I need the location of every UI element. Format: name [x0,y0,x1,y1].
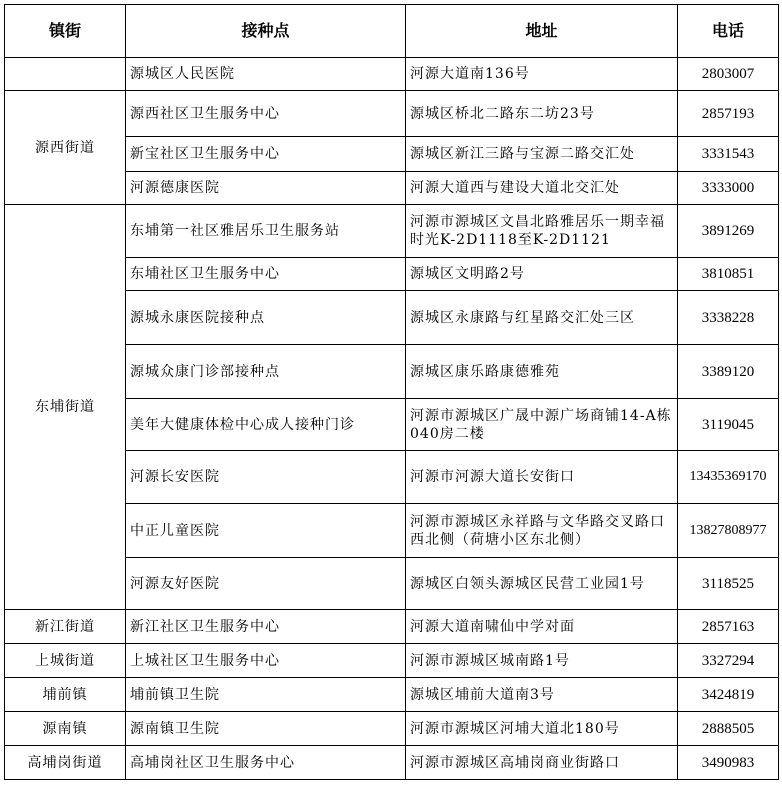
address-cell: 源城区文明路2号 [406,258,678,291]
town-cell: 上城街道 [5,644,126,678]
header-address: 地址 [406,5,678,58]
table-row [5,746,779,780]
header-site: 接种点 [126,5,406,58]
site-cell: 中正儿童医院 [126,504,406,558]
address-cell: 河源市源城区广晟中源广场商铺14-A栋040房二楼 [406,399,678,451]
phone-cell: 3327294 [678,644,779,678]
site-cell: 河源友好医院 [126,558,406,610]
address-cell: 河源市源城区河埔大道北180号 [406,712,678,746]
phone-cell: 3891269 [678,205,779,258]
table-row [5,678,779,712]
site-cell: 河源德康医院 [126,172,406,205]
address-cell: 河源市源城区高埔岗商业街路口 [406,746,678,780]
phone-cell: 3389120 [678,345,779,399]
site-cell: 河源长安医院 [126,451,406,504]
site-cell: 新江社区卫生服务中心 [126,610,406,644]
site-cell: 新宝社区卫生服务中心 [126,137,406,172]
site-cell: 上城社区卫生服务中心 [126,644,406,678]
table-body [5,58,779,780]
site-cell: 源城区人民医院 [126,58,406,91]
table-row [5,58,779,91]
town-cell: 埔前镇 [5,678,126,712]
site-cell: 东埔社区卫生服务中心 [126,258,406,291]
town-cell: 源南镇 [5,712,126,746]
table-row [5,712,779,746]
town-cell [5,58,126,91]
phone-cell: 2857163 [678,610,779,644]
address-cell: 河源大道南136号 [406,58,678,91]
address-cell: 源城区康乐路康德雅苑 [406,345,678,399]
site-cell: 源南镇卫生院 [126,712,406,746]
town-cell: 东埔街道 [5,205,126,610]
phone-cell: 3338228 [678,291,779,345]
vaccination-sites-table [4,4,779,780]
table-row [5,205,779,258]
header-row [5,5,779,58]
site-cell: 东埔第一社区雅居乐卫生服务站 [126,205,406,258]
site-cell: 源城众康门诊部接种点 [126,345,406,399]
table-row [5,610,779,644]
town-cell: 高埔岗街道 [5,746,126,780]
phone-cell: 3490983 [678,746,779,780]
address-cell: 源城区永康路与红星路交汇处三区 [406,291,678,345]
phone-cell: 3119045 [678,399,779,451]
town-cell: 新江街道 [5,610,126,644]
phone-cell: 3331543 [678,137,779,172]
site-cell: 源西社区卫生服务中心 [126,91,406,137]
site-cell: 埔前镇卫生院 [126,678,406,712]
site-cell: 高埔岗社区卫生服务中心 [126,746,406,780]
address-cell: 河源市源城区文昌北路雅居乐一期幸福时光K-2D1118至K-2D1121 [406,205,678,258]
town-cell: 源西街道 [5,91,126,205]
phone-cell: 2888505 [678,712,779,746]
phone-cell: 3333000 [678,172,779,205]
phone-cell: 2803007 [678,58,779,91]
address-cell: 河源市源城区城南路1号 [406,644,678,678]
phone-cell: 3810851 [678,258,779,291]
address-cell: 源城区埔前大道南3号 [406,678,678,712]
phone-cell: 13827808977 [678,504,779,558]
address-cell: 河源大道南啸仙中学对面 [406,610,678,644]
phone-cell: 3424819 [678,678,779,712]
phone-cell: 3118525 [678,558,779,610]
address-cell: 河源大道西与建设大道北交汇处 [406,172,678,205]
site-cell: 美年大健康体检中心成人接种门诊 [126,399,406,451]
phone-cell: 2857193 [678,91,779,137]
address-cell: 源城区白领头源城区民营工业园1号 [406,558,678,610]
header-phone: 电话 [678,5,779,58]
phone-cell: 13435369170 [678,451,779,504]
address-cell: 源城区桥北二路东二坊23号 [406,91,678,137]
site-cell: 源城永康医院接种点 [126,291,406,345]
address-cell: 源城区新江三路与宝源二路交汇处 [406,137,678,172]
table-row [5,91,779,137]
address-cell: 河源市河源大道长安街口 [406,451,678,504]
address-cell: 河源市源城区永祥路与文华路交叉路口西北侧（荷塘小区东北侧） [406,504,678,558]
header-town: 镇街 [5,5,126,58]
table-row [5,644,779,678]
